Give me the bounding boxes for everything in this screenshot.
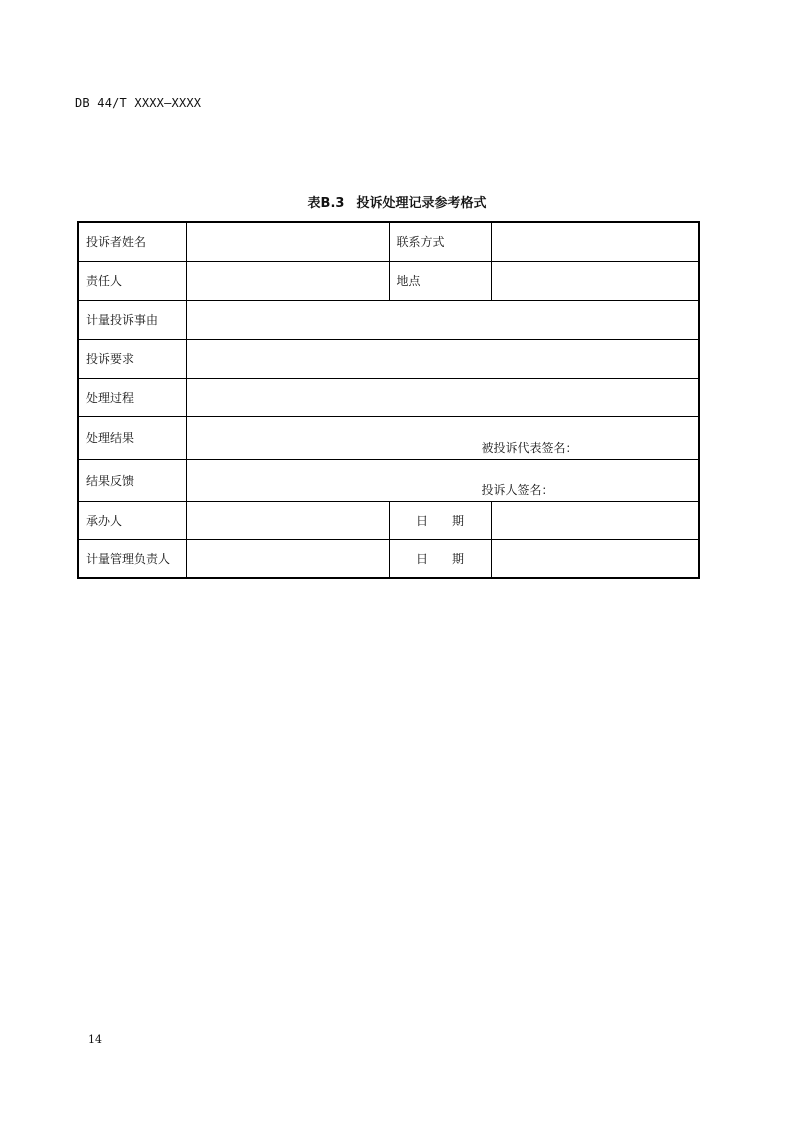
handling-process-field[interactable] — [186, 378, 699, 416]
handler-field[interactable] — [186, 501, 389, 539]
table-title: 投诉处理记录参考格式 — [356, 196, 487, 211]
table-row — [78, 416, 699, 459]
complainant-name-field[interactable] — [186, 222, 389, 261]
table-row — [78, 261, 699, 300]
document-code: DB 44/T XXXX—XXXX — [75, 96, 202, 110]
table-row — [78, 459, 699, 501]
table-row — [78, 378, 699, 416]
handler-date-field[interactable] — [491, 501, 699, 539]
table-caption — [0, 192, 794, 211]
page-number: 14 — [88, 1033, 102, 1046]
location-field[interactable] — [491, 261, 699, 300]
table-row — [78, 539, 699, 578]
respondent-signature-label: 被投诉代表签名： — [481, 440, 578, 455]
complaint-request-field[interactable] — [186, 339, 699, 378]
manager-label: 计量管理负责人 — [78, 539, 186, 578]
contact-label: 联系方式 — [389, 222, 491, 261]
complaint-matter-field[interactable] — [186, 300, 699, 339]
complainant-name-label: 投诉者姓名 — [78, 222, 186, 261]
complaint-matter-label: 计量投诉事由 — [78, 300, 186, 339]
handling-result-label: 处理结果 — [78, 416, 186, 459]
manager-field[interactable] — [186, 539, 389, 578]
handler-label: 承办人 — [78, 501, 186, 539]
contact-field[interactable] — [491, 222, 699, 261]
responsible-person-field[interactable] — [186, 261, 389, 300]
table-row — [78, 339, 699, 378]
responsible-person-label: 责任人 — [78, 261, 186, 300]
complaint-request-label: 投诉要求 — [78, 339, 186, 378]
manager-date-label: 日 期 — [389, 539, 491, 578]
complaint-record-table — [77, 221, 700, 579]
location-label: 地点 — [389, 261, 491, 300]
table-number: 表B.3 — [307, 196, 345, 211]
handling-process-label: 处理过程 — [78, 378, 186, 416]
feedback-label: 结果反馈 — [78, 459, 186, 501]
table-row — [78, 501, 699, 539]
handler-date-label: 日 期 — [389, 501, 491, 539]
table-row — [78, 222, 699, 261]
feedback-field[interactable] — [186, 459, 699, 501]
complainant-signature-label: 投诉人签名： — [481, 482, 554, 497]
manager-date-field[interactable] — [491, 539, 699, 578]
handling-result-field[interactable] — [186, 416, 699, 459]
table-row — [78, 300, 699, 339]
